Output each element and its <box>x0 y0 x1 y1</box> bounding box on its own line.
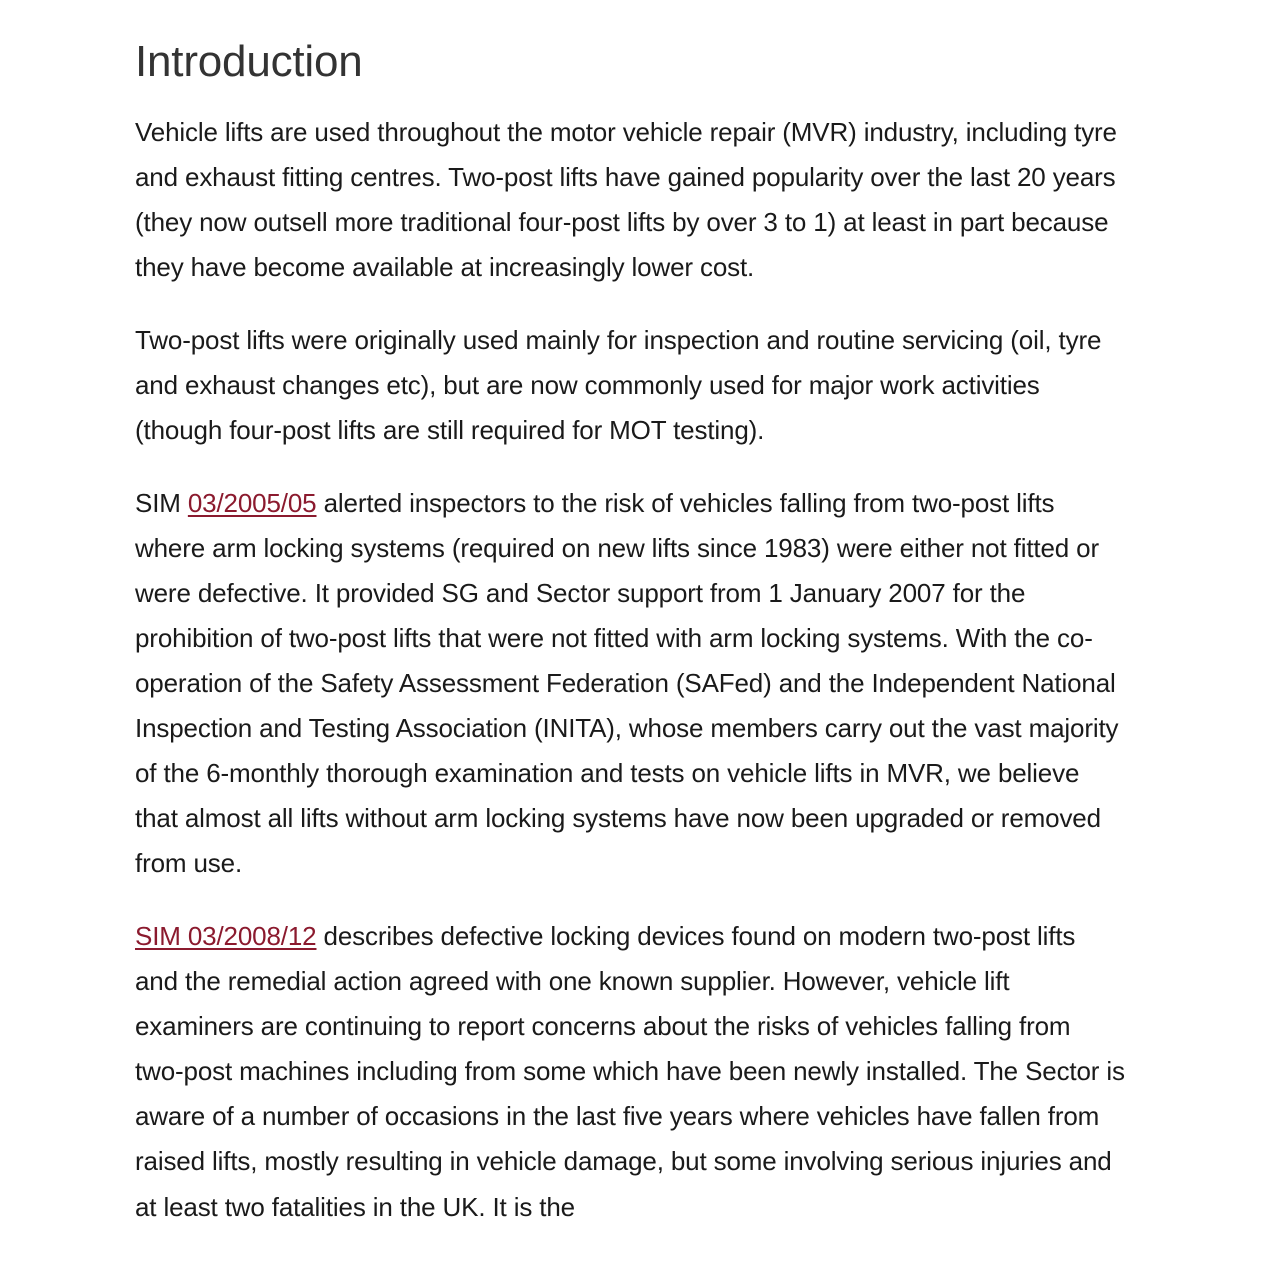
link-sim-03-2005-05[interactable]: 03/2005/05 <box>187 487 317 518</box>
paragraph-text: alerted inspectors to the risk of vehicles falling from two-post lifts where arm locking systems (required on new lifts since 1983) were either not fitted or were defective. It provided SG and Sector support from 1 January 2007 for the prohibition of two-post lifts that were not fitted with arm locking systems. With the co-operation of the Safety Assessment Federation (SAFed) and the Independent National Inspection and Testing Association (INITA), whose members carry out the vast majority of the 6-monthly thorough examination and tests on vehicle lifts in MVR, we believe that almost all lifts without arm locking systems have now been upgraded or removed from use. <box>135 487 1119 879</box>
link-sim-03-2008-12[interactable]: SIM 03/2008/12 <box>135 921 317 951</box>
article-body <box>135 0 1125 1230</box>
paragraph-sim-2008 <box>135 914 1125 1230</box>
paragraph-text: describes defective locking devices found on modern two-post lifts and the remedial action agreed with one known supplier. However, vehicle lift examiners are continuing to report concerns about the risks of vehicles falling from two-post machines including from some which have been newly installed. The Sector is aware of a number of occasions in the last five years where vehicles have fallen from raised lifts, mostly resulting in vehicle damage, but some involving serious injuries and at least two fatalities in the UK. It is the <box>135 921 1125 1222</box>
paragraph-sim-2005 <box>135 481 1125 887</box>
page-title: Introduction <box>135 37 363 86</box>
paragraph-text: SIM <box>135 487 188 518</box>
paragraph-two-post-usage: Two-post lifts were originally used mainly for inspection and routine servicing (oil, tyre and exhaust changes etc), but are now commonly used for major work activities (though four-post lifts are still required for MOT testing). <box>135 324 1102 446</box>
paragraph-intro: Vehicle lifts are used throughout the motor vehicle repair (MVR) industry, including tyre and exhaust fitting centres. Two-post lifts have gained popularity over the last 20 years (they now outsell more traditional four-post lifts by over 3 to 1) at least in part because they have become available at increasingly lower cost. <box>135 117 1117 283</box>
